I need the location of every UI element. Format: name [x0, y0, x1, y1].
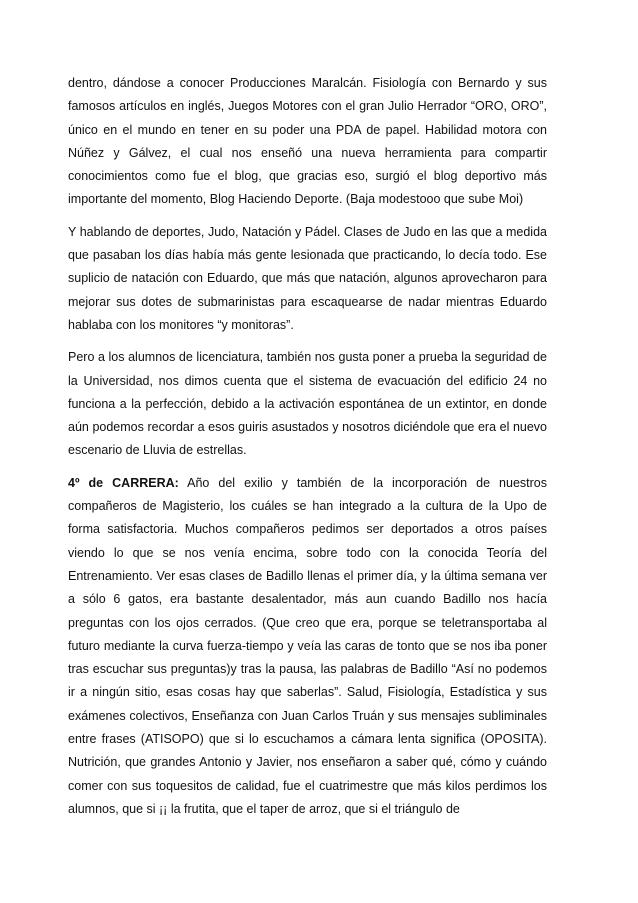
paragraph-1-text: dentro, dándose a conocer Producciones Maralcán. Fisiología con Bernardo y sus famosos artículos en inglés, Juegos Motores con el gran Julio Herrador “ORO, ORO”, único en el mundo en tener en su poder una PDA de papel. Habilidad motora con Núñez y Gálvez, el cual nos enseñó una nueva herramienta para compartir conocimientos como fue el blog, que gracias eso, surgió el blog deportivo más importante del momento, Blog Haciendo Deporte. (Baja modestooo que sube Moi) — [68, 76, 547, 207]
paragraph-4-lead: 4º de CARRERA: — [68, 475, 179, 490]
paragraph-3-text: Pero a los alumnos de licenciatura, también nos gusta poner a prueba la seguridad de la Universidad, nos dimos cuenta que el sistema de evacuación del edificio 24 no funciona a la perfección, debido a la activación espontánea de un extintor, en donde aún podemos recordar a esos guiris asustados y nosotros diciéndole que era el nuevo escenario de Lluvia de estrellas. — [68, 350, 547, 458]
paragraph-2-text: Y hablando de deportes, Judo, Natación y Pádel. Clases de Judo en las que a medida que pasaban los días había más gente lesionada que practicando, lo decía todo. Ese suplicio de natación con Eduardo, que más que natación, algunos aprovecharon para mejorar sus dotes de submarinistas para escaquearse de nadar mientras Eduardo hablaba con los monitores “y monitoras”. — [68, 224, 547, 332]
paragraph-4-text: Año del exilio y también de la incorporación de nuestros compañeros de Magisterio, los cuáles se han integrado a la cultura de la Upo de forma satisfactoria. Muchos compañeros pedimos ser deportados a otros países viendo lo que se nos venía encima, sobre todo con la conocida Teoría del Entrenamiento. Ver esas clases de Badillo llenas el primer día, y la última semana ver a sólo 6 gatos, era bastante desalentador, más aun cuando Badillo nos hacía preguntas con los ojos cerrados. (Que creo que era, porque se teletransportaba al futuro mediante la curva fuerza-tiempo y veía las caras de tonto que se nos iba poner tras escuchar sus preguntas)y tras la pausa, las palabras de Badillo “Así no podemos ir a ningún sitio, esas cosas hay que saberlas”. Salud, Fisiología, Estadística y sus exámenes colectivos, Enseñanza con Juan Carlos Truán y sus mensajes subliminales entre frases (ATISOPO) que si lo escuchamos a cámara lenta significa (OPOSITA). Nutrición, que grandes Antonio y Javier, nos enseñaron a saber qué, cómo y cuándo comer con sus toquesitos de calidad, fue el cuatrimestre que más kilos perdimos los alumnos, que si ¡¡ la frutita, que el taper de arroz, que si el triángulo de — [68, 475, 547, 816]
document-page — [68, 72, 547, 830]
paragraph-4 — [68, 472, 547, 821]
paragraph-2 — [68, 221, 547, 337]
paragraph-1 — [68, 72, 547, 212]
paragraph-3 — [68, 346, 547, 462]
